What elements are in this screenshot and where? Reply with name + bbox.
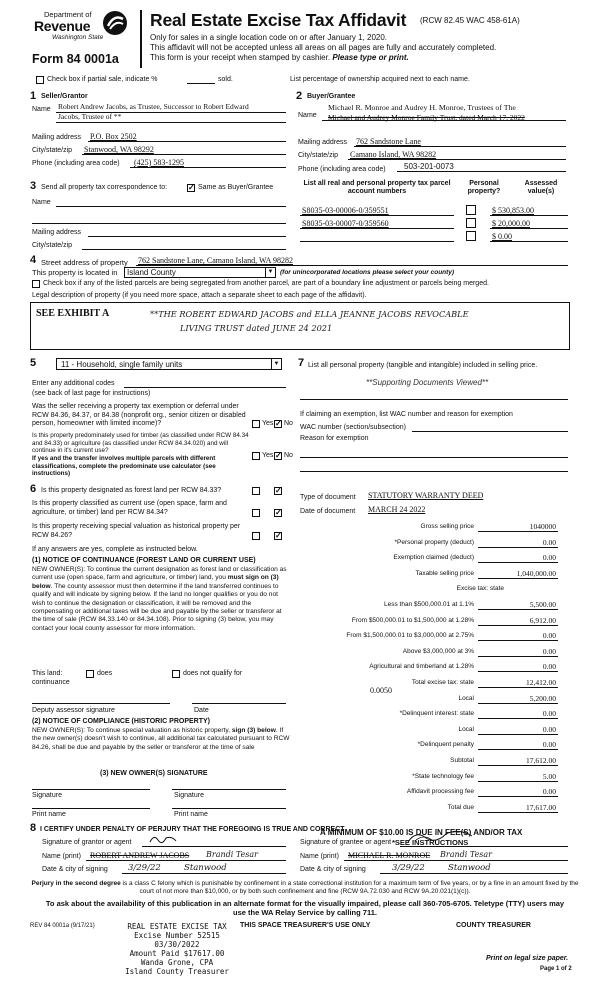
wac-label: WAC number (section/subsection) — [300, 424, 406, 431]
owner-print-2-label: Print name — [174, 811, 208, 818]
tax-row-label: Subtotal — [450, 757, 474, 764]
corr-city-label: City/state/zip — [32, 242, 73, 249]
assessor-date-label: Date — [194, 707, 209, 714]
form-statute: (RCW 82.45 WAC 458-61A) — [420, 16, 520, 25]
perjury-bold: Perjury in the second degree — [31, 880, 121, 887]
owner-print-1-label: Print name — [32, 811, 66, 818]
section-1-number: 1 — [30, 90, 37, 102]
tax-row — [296, 740, 564, 752]
tax-row-label: Local — [458, 725, 474, 733]
tax-row — [296, 584, 564, 596]
tax-row-value[interactable]: 0.00 — [478, 553, 558, 563]
form-number: Form 84 0001a — [32, 52, 119, 66]
parcel-col2-head: Personal property? — [467, 180, 501, 195]
tax-row — [296, 678, 564, 690]
tax-row-label: Affidavit processing fee — [406, 788, 474, 796]
grantee-signature-icon — [406, 828, 476, 846]
historic-question: Is this property receiving special valuation as historical property per RCW 84.26? — [32, 523, 241, 539]
tax-row-value[interactable]: 5,500.00 — [478, 600, 558, 610]
supporting-docs: **Supporting Documents Viewed** — [366, 378, 489, 387]
dept-line1: Department of — [44, 10, 92, 19]
tax-row — [296, 709, 564, 721]
section-7-number: 7 — [298, 357, 305, 369]
chevron-down-icon: ▼ — [271, 359, 281, 369]
notice-continuance-body — [32, 566, 292, 633]
seller-name-label: Name — [32, 106, 51, 113]
notice-compliance-body — [32, 727, 292, 752]
section-3-number: 3 — [30, 180, 37, 192]
forest-no-checkbox[interactable]: ✓ — [275, 486, 282, 495]
grantee-name[interactable]: MICHAEL R. MONROE — [348, 851, 431, 860]
tax-row — [296, 631, 564, 643]
grantee-city[interactable]: Stanwood — [448, 863, 491, 873]
grantee-date-label: Date & city of signing — [300, 866, 366, 873]
seller-phone-label: Phone (including area code) — [32, 160, 120, 167]
parcel-number-2[interactable]: S8035-03-00007-0/359560 — [302, 219, 389, 228]
section-5-number: 5 — [30, 357, 37, 369]
exemption-no-label: No — [284, 420, 293, 427]
tax-row-label: *Personal property (deduct) — [394, 538, 474, 546]
buyer-heading: Buyer/Grantee — [307, 93, 356, 100]
grantee-name-hand: Brandi Tesar — [440, 850, 492, 859]
correspondence-text: Send all property tax correspondence to: — [41, 184, 168, 191]
grantor-date[interactable]: 3/29/22 — [128, 863, 161, 873]
tax-row-value[interactable]: 0.00 — [478, 647, 558, 657]
historic-no-checkbox[interactable]: ✓ — [275, 531, 282, 540]
doc-type-label: Type of document — [300, 494, 356, 501]
assessor-signature-label: Deputy assessor signature — [32, 707, 115, 714]
tax-row-value[interactable]: 0.00 — [478, 740, 558, 750]
notice-continuance-bold: must sign on (3) below — [32, 574, 279, 590]
wac-field[interactable] — [412, 422, 568, 432]
seller-city[interactable]: Stanwood, WA 98292 — [84, 145, 154, 154]
buyer-city-label: City/state/zip — [298, 152, 339, 159]
parcel-number-1[interactable]: S8035-03-00006-0/359551 — [302, 206, 389, 215]
buyer-name-1[interactable]: Michael R. Monroe and Audrey H. Monroe, Trustees of The — [328, 103, 516, 112]
dept-line2: Revenue — [34, 18, 91, 34]
timber-instruction: If yes and the transfer involves multiple parcels with different classifications, complete the predominate use calculator (see instructions) — [32, 455, 216, 477]
corr-city-field[interactable] — [82, 240, 286, 250]
exemption-yes-label: Yes — [262, 420, 274, 427]
notice-continuance-b: . The county assessor must then determine if the land transferred continues to qualify and will indicate by signing below. If the land no longer qualifies or you do not wish to continue the designation or classification, it will be removed and the compensating or additional taxes will be due and payable by the seller or transferor at the time of sale (RCW 84.33.140 or 84.34.108). Prior to signing (3) below, you may contact your local county assessor for more information. — [32, 582, 282, 632]
does-label: does — [97, 670, 113, 677]
county-value: Island County — [127, 268, 176, 277]
exemption-question: Was the seller receiving a property tax exemption or deferral under RCW 84.36, 84.37, or 84.38 (nonprofit org., senior citizen or disabled person, homeowner with limited income)? — [32, 403, 246, 427]
street-address[interactable]: 762 Sandstone Lane, Camano Island, WA 98282 — [138, 256, 293, 265]
seller-heading: Seller/Grantor — [41, 93, 88, 100]
forest-question: Is this property designated as forest land per RCW 84.33? — [41, 487, 222, 494]
reason-label: Reason for exemption — [300, 435, 369, 442]
sold-label: sold. — [218, 76, 233, 83]
tax-row — [296, 803, 564, 815]
current-use-question: Is this property classified as current use (open space, farm and agriculture, or timber) land per RCW 84.34? — [32, 500, 227, 516]
located-label: This property is located in — [32, 268, 118, 277]
new-owner-signature-head: (3) NEW OWNER(S) SIGNATURE — [100, 770, 208, 777]
legal-handwritten-2: LIVING TRUST dated JUNE 24 2021 — [180, 323, 333, 333]
tax-row — [296, 772, 564, 784]
partial-sale-label: Check box if partial sale, indicate % — [47, 76, 158, 83]
tax-row-label: Excise tax: state — [456, 585, 504, 593]
doc-date[interactable]: MARCH 24 2022 — [368, 505, 426, 514]
notice-compliance-bold: sign (3) below — [231, 727, 276, 734]
grantor-name-label: Name (print) — [42, 853, 81, 860]
seller-city-label: City/state/zip — [32, 147, 73, 154]
tax-row-label: From $1,500,000.01 to $3,000,000 at 2.75% — [346, 632, 474, 640]
revenue-logo-icon — [102, 10, 128, 36]
correspondence-row — [41, 184, 167, 191]
grantee-name-label: Name (print) — [300, 853, 339, 860]
section-6-number: 6 — [30, 483, 37, 495]
notice-continuance-head: (1) NOTICE OF CONTINUANCE (FOREST LAND OR CURRENT USE) — [32, 557, 256, 564]
header-note-3b: Please type or print. — [332, 53, 409, 62]
legal-paper-note: Print on legal size paper. — [486, 955, 569, 962]
answers-instruction: If any answers are yes, complete as instructed below. — [32, 546, 198, 553]
form-title: Real Estate Excise Tax Affidavit — [150, 10, 407, 30]
tax-row-label: *Delinquent interest: state — [399, 710, 474, 718]
county-select[interactable] — [124, 267, 276, 278]
notice-compliance-a: NEW OWNER(S): To continue special valuation as historic property, — [32, 727, 231, 734]
tax-row-value[interactable]: 0.00 — [478, 725, 558, 735]
land-use-value: 11 - Household, single family units — [61, 360, 183, 369]
grantor-date-label: Date & city of signing — [42, 866, 108, 873]
tax-row-label: From $500,000.01 to $1,500,000 at 1.28% — [351, 616, 474, 624]
reason-field-1[interactable] — [300, 448, 568, 458]
tax-row-value[interactable]: 6,912.00 — [478, 616, 558, 626]
notice-continuance-a: NEW OWNER(S): To continue the current designation as forest land or classification as current use (open space, farm and agriculture, or timber) land, you — [32, 566, 287, 582]
buyer-phone-label: Phone (including area code) — [298, 166, 386, 173]
buyer-mailing[interactable]: 762 Sandstone Lane — [356, 137, 421, 146]
forest-yes-checkbox[interactable] — [252, 487, 260, 495]
rev-number: REV 84 0001a (9/17/21) — [30, 923, 95, 929]
tax-row — [296, 600, 564, 612]
doc-type[interactable]: STATUTORY WARRANTY DEED — [368, 491, 484, 500]
tax-row-value[interactable]: 17,617.00 — [478, 803, 558, 813]
tax-row — [296, 647, 564, 659]
exemption-claim-label: If claiming an exemption, list WAC number and reason for exemption — [300, 411, 513, 418]
parcel-row-3-line — [300, 232, 454, 242]
tax-row-value[interactable]: 12,412.00 — [478, 678, 558, 688]
historic-yes-checkbox[interactable] — [252, 532, 260, 540]
parcel-personal-1-checkbox[interactable] — [466, 205, 476, 215]
county-treasurer-label: COUNTY TREASURER — [456, 922, 531, 929]
page-number: Page 1 of 2 — [540, 966, 572, 972]
tax-row-value[interactable]: 0.00 — [478, 538, 558, 548]
exemption-no-checkbox[interactable]: ✓ — [275, 419, 282, 428]
grantor-city[interactable]: Stanwood — [184, 863, 227, 873]
parcel-value-3[interactable]: $ 0.00 — [492, 232, 512, 241]
chevron-down-icon: ▼ — [265, 268, 275, 277]
tax-row-value[interactable]: 17,612.00 — [478, 756, 558, 766]
timber-no-checkbox[interactable]: ✓ — [275, 451, 282, 460]
tax-row-label: *Delinquent penalty — [417, 741, 474, 749]
legal-label: Legal description of property (if you need more space, attach a separate sheet to each page of the affidavit). — [32, 292, 367, 299]
tax-row-label: Above $3,000,000 at 3% — [402, 647, 474, 655]
tax-row-label: Agricultural and timberland at 1.28% — [369, 663, 474, 671]
does-checkbox[interactable] — [86, 670, 94, 678]
header-note-1: Only for sales in a single location code on or after January 1, 2020. — [150, 33, 388, 42]
owner-print-2-line[interactable] — [172, 799, 286, 809]
tax-row-value[interactable]: 5,200.00 — [478, 694, 558, 704]
tax-row — [296, 694, 564, 706]
owner-sig-2-line[interactable] — [172, 780, 286, 790]
tax-row — [296, 569, 564, 581]
tax-row-label: Exemption claimed (deduct) — [393, 554, 474, 562]
parcel-col1-head: List all real and personal property tax parcel account numbers — [303, 180, 451, 195]
stamp-line-4: Amount Paid $17617.00 — [129, 949, 225, 958]
tax-row-value[interactable]: 0.00 — [478, 662, 558, 672]
section-8-number: 8 — [30, 822, 37, 834]
corr-extra-line — [32, 214, 286, 224]
notice-compliance-b: . If the new owner(s) doesn't wish to continue, all additional tax calculated pursuant to RCW 84.26, shall be due and payable by the seller or transferor at the time of sale — [32, 727, 290, 751]
same-as-buyer-checkbox[interactable]: ✓ — [188, 183, 195, 192]
legal-handwritten-1: **THE ROBERT EDWARD JACOBS and ELLA JEANNE JACOBS REVOCABLE — [150, 309, 469, 319]
ownership-note: List percentage of ownership acquired next to each name. — [290, 76, 470, 83]
does-not-label: does not qualify for — [183, 670, 243, 677]
tax-row-label: Gross selling price — [420, 523, 474, 530]
corr-mailing-field[interactable] — [88, 227, 286, 237]
tax-row — [296, 725, 564, 737]
section-2-number: 2 — [296, 90, 303, 102]
timber-no-label: No — [284, 452, 293, 459]
same-as-buyer-label: Same as Buyer/Grantee — [198, 184, 274, 191]
assessor-signature-line[interactable] — [32, 694, 170, 704]
local-rate[interactable]: 0.0050 — [370, 686, 392, 695]
stamp-line-3: 03/30/2022 — [154, 940, 200, 949]
tax-row-label: Total excise tax: state — [411, 679, 474, 686]
timber-yes-checkbox[interactable] — [252, 452, 260, 460]
grantor-name-hand: Brandi Tesar — [206, 850, 258, 859]
county-note: (for unincorporated locations please select your county) — [280, 269, 455, 276]
buyer-name-2[interactable]: Michael and Audrey Monroe Family Trust, dated March 17, 2022 — [328, 113, 525, 122]
see-back-label: (see back of last page for instructions) — [32, 390, 151, 397]
grantor-signature-icon — [148, 832, 178, 846]
parcel-personal-2-checkbox[interactable] — [466, 218, 476, 228]
dept-line3: Washington State — [52, 34, 104, 41]
header-divider — [140, 10, 142, 68]
seller-name-1[interactable]: Robert Andrew Jacobs, as Trustee, Successor to Robert Edward — [58, 102, 249, 111]
grantor-name[interactable]: ROBERT ANDREW JACOBS — [90, 851, 190, 860]
partial-sale-checkbox[interactable] — [36, 76, 44, 84]
seller-phone[interactable]: (425) 583-1295 — [134, 158, 184, 167]
corr-mailing-label: Mailing address — [32, 229, 82, 236]
parcel-col3-head: Assessed value(s) — [524, 180, 558, 195]
buyer-mailing-label: Mailing address — [298, 139, 348, 146]
stamp-line-6: Island County Treasurer — [125, 967, 229, 976]
notice-compliance-head: (2) NOTICE OF COMPLIANCE (HISTORIC PROPERTY) — [32, 718, 210, 725]
alt-format-notice: To ask about the availability of this publication in an alternate format for the visually impaired, please call 360-705-6705. Teletype (TTY) users may use the WA Relay Service by calling 711. — [45, 899, 565, 917]
certify-statement: I CERTIFY UNDER PENALTY OF PERJURY THAT THE FOREGOING IS TRUE AND CORRECT — [40, 826, 345, 833]
timber-yes-label: Yes — [262, 452, 274, 459]
tax-row-value[interactable]: 0.00 — [478, 787, 558, 797]
grantor-sig-label: Signature of grantor or agent — [42, 839, 132, 846]
partial-sale-percent[interactable] — [187, 76, 215, 84]
buyer-name-label: Name — [298, 112, 317, 119]
section-4-number: 4 — [30, 254, 37, 266]
tax-row — [296, 553, 564, 565]
perjury-text: is a class C felony which is punishable by confinement in a state correctional institution for a maximum term of five years, or by a fine in an amount fixed by the court of not more than $10,000, or by both such confinement and fine (RCW 9A.72.030 and RCW 9A.20.021(1)(c)). — [122, 880, 579, 895]
see-instructions: *SEE INSTRUCTIONS — [392, 838, 469, 847]
corr-name-field[interactable] — [56, 197, 286, 207]
parcel-value-2[interactable]: $ 20,000.00 — [492, 219, 530, 228]
header-note-3: This form is your receipt when stamped by cashier. — [150, 53, 331, 62]
doc-date-label: Date of document — [300, 508, 356, 515]
segregated-label: Check box if any of the listed parcels are being segregated from another parcel, are part of a boundary line adjustment or parcels being merged. — [43, 280, 489, 287]
minimum-due: A MINIMUM OF $10.00 IS DUE IN FEE(S) AND/OR TAX — [320, 828, 523, 837]
this-land-label: This land: — [32, 670, 63, 677]
street-label: Street address of property — [41, 258, 128, 267]
header-note-3-row — [150, 53, 409, 62]
legal-typed: SEE EXHIBIT A — [36, 308, 110, 319]
tax-row-value[interactable]: 0.00 — [478, 709, 558, 719]
personal-property-field[interactable] — [300, 390, 568, 400]
tax-row-label: Less than $500,000.01 at 1.1% — [384, 601, 474, 608]
tax-row-label: *State technology fee — [412, 772, 474, 780]
reason-field-2[interactable] — [300, 462, 568, 472]
owner-sig-1-label: Signature — [32, 792, 62, 799]
corr-name-label: Name — [32, 199, 51, 206]
grantee-sig-label: Signature of grantee or agent — [300, 839, 392, 846]
seller-mailing[interactable]: P.O. Box 2502 — [90, 132, 137, 141]
does-not-checkbox[interactable] — [172, 670, 180, 678]
timber-question: Is this property predominately used for timber (as classified under RCW 84.34 and 84.33) or agriculture (as classified under RCW 84.34.020) and will continue in it's current use? — [32, 432, 249, 454]
perjury-notice — [30, 880, 580, 896]
tax-row-value[interactable]: 0.00 — [478, 631, 558, 641]
tax-row — [296, 616, 564, 628]
tax-row — [296, 787, 564, 799]
seller-name-2[interactable]: Jacobs, Trustee of ** — [58, 112, 122, 121]
tax-row — [296, 662, 564, 674]
exemption-yes-checkbox[interactable] — [252, 420, 260, 428]
current-use-yes-checkbox[interactable] — [252, 509, 260, 517]
owner-sig-1-line[interactable] — [32, 780, 150, 790]
grantee-date[interactable]: 3/29/22 — [392, 863, 425, 873]
continuance-label: continuance — [32, 679, 70, 686]
stamp-line-2: Excise Number 52515 — [134, 931, 220, 940]
tax-row-label: Taxable selling price — [415, 569, 474, 577]
tax-row — [296, 756, 564, 768]
treasurer-stamp — [112, 922, 242, 976]
owner-print-1-line[interactable] — [32, 799, 150, 809]
current-use-no-checkbox[interactable]: ✓ — [275, 508, 282, 517]
tax-row — [296, 538, 564, 550]
header-note-2: This affidavit will not be accepted unless all areas on all pages are fully and accurately completed. — [150, 43, 497, 52]
buyer-phone[interactable]: 503-201-0073 — [404, 162, 454, 171]
seller-mailing-label: Mailing address — [32, 134, 82, 141]
tax-row-value[interactable]: 1,040,000.00 — [478, 569, 558, 579]
treasurer-use-only: THIS SPACE TREASURER'S USE ONLY — [240, 922, 371, 929]
tax-row-value[interactable]: 5.00 — [478, 772, 558, 782]
tax-row-label: Total due — [447, 803, 474, 811]
parcel-value-1[interactable]: $ 530,853.00 — [492, 206, 534, 215]
additional-codes-label: Enter any additional codes — [32, 380, 115, 387]
tax-row — [296, 522, 564, 534]
parcel-personal-3-checkbox[interactable] — [466, 231, 476, 241]
assessor-date-line[interactable] — [192, 694, 286, 704]
segregated-checkbox[interactable] — [32, 280, 40, 288]
buyer-city[interactable]: Camano Island, WA 98282 — [350, 150, 437, 159]
land-use-select[interactable] — [56, 358, 282, 370]
stamp-line-5: Wanda Grone, CPA — [140, 958, 214, 967]
owner-sig-2-label: Signature — [174, 792, 204, 799]
stamp-line-1: REAL ESTATE EXCISE TAX — [127, 922, 227, 931]
dor-logo — [22, 10, 132, 44]
personal-property-text: List all personal property (tangible and intangible) included in selling price. — [308, 362, 538, 369]
tax-row-value[interactable]: 1040000 — [478, 522, 558, 532]
additional-codes-field[interactable] — [124, 378, 286, 388]
tax-row-label: Local — [458, 694, 474, 702]
